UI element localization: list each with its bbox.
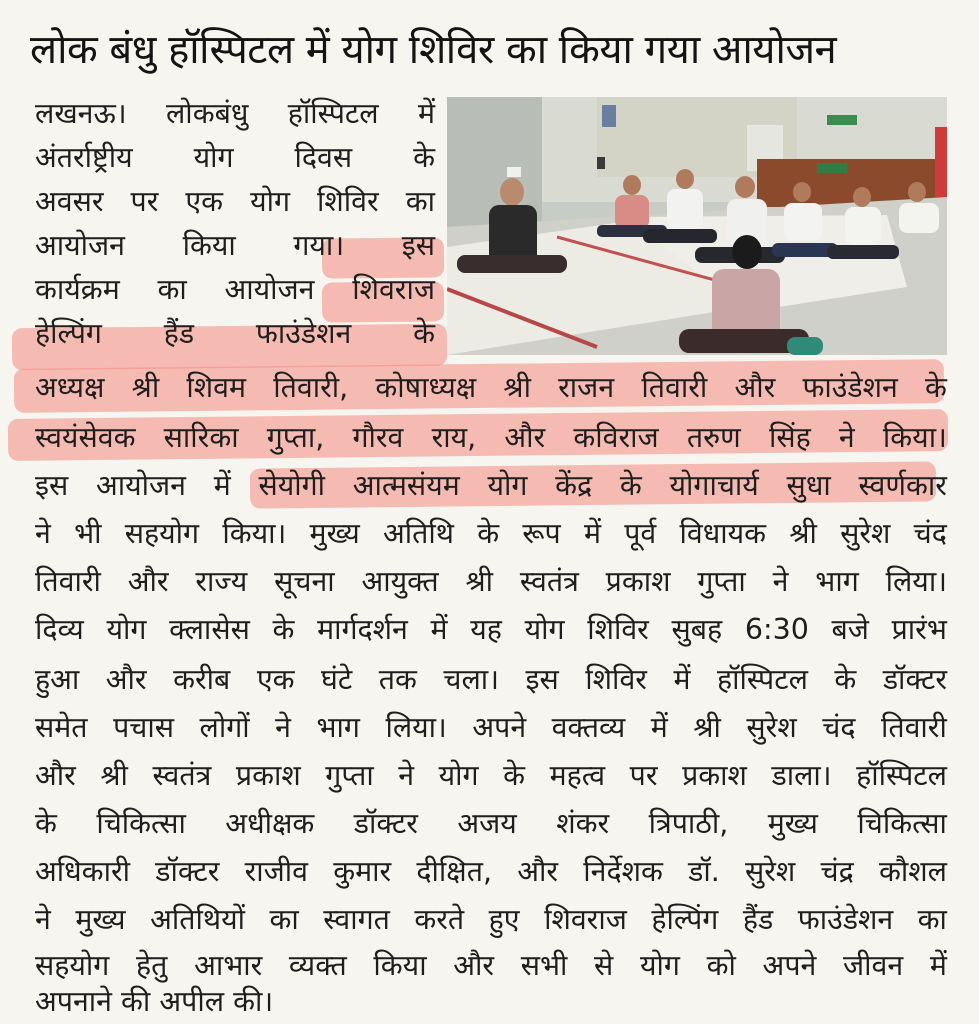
yoga-camp-photo bbox=[447, 97, 947, 355]
article-line-left-1: लखनऊ। लोकबंधु हॉस्पिटल में bbox=[35, 97, 435, 130]
article-line-full-13: सहयोग हेतु आभार व्यक्त किया और सभी से योग को अपने जीवन में bbox=[35, 949, 947, 982]
article-line-left-2: अंतर्राष्ट्रीय योग दिवस के bbox=[35, 141, 435, 174]
article-line-full-4: ने भी सहयोग किया। मुख्य अतिथि के रूप में पूर्व विधायक श्री सुरेश चंद bbox=[35, 517, 947, 550]
article-line-full-11: अधिकारी डॉक्टर राजीव कुमार दीक्षित, और निर्देशक डॉ. सुरेश चंद्र कौशल bbox=[35, 855, 947, 888]
article-line-full-3: इस आयोजन में सेयोगी आत्मसंयम योग केंद्र के योगाचार्य सुधा स्वर्णकार bbox=[35, 469, 947, 502]
article-line-full-8: समेत पचास लोगों ने भाग लिया। अपने वक्तव्य में श्री सुरेश चंद तिवारी bbox=[35, 711, 947, 744]
article-line-full-1: अध्यक्ष श्री शिवम तिवारी, कोषाध्यक्ष श्री राजन तिवारी और फाउंडेशन के bbox=[35, 371, 947, 404]
article-line-full-7: हुआ और करीब एक घंटे तक चला। इस शिविर में हॉस्पिटल के डॉक्टर bbox=[35, 663, 947, 696]
article-line-left-3: अवसर पर एक योग शिविर का bbox=[35, 185, 435, 218]
article-line-full-9: और श्री स्वतंत्र प्रकाश गुप्ता ने योग के महत्व पर प्रकाश डाला। हॉस्पिटल bbox=[35, 759, 947, 792]
article-line-full-12: ने मुख्य अतिथियों का स्वागत करते हुए शिवराज हेल्पिंग हैंड फाउंडेशन का bbox=[35, 903, 947, 936]
article-line-left-4: आयोजन किया गया। इस bbox=[35, 229, 435, 262]
article-line-full-5: तिवारी और राज्य सूचना आयुक्त श्री स्वतंत्र प्रकाश गुप्ता ने भाग लिया। bbox=[35, 565, 947, 598]
article-line-left-6: हेल्पिंग हैंड फाउंडेशन के bbox=[35, 317, 435, 350]
article-headline: लोक बंधु हॉस्पिटल में योग शिविर का किया गया आयोजन bbox=[30, 27, 837, 73]
article-line-full-14: अपनाने की अपील की। bbox=[35, 985, 274, 1018]
article-line-left-5: कार्यक्रम का आयोजन शिवराज bbox=[35, 273, 435, 306]
article-line-full-2: स्वयंसेवक सारिका गुप्ता, गौरव राय, और कविराज तरुण सिंह ने किया। bbox=[35, 421, 947, 454]
article-line-full-6: दिव्य योग क्लासेस के मार्गदर्शन में यह योग शिविर सुबह 6:30 बजे प्रारंभ bbox=[35, 613, 947, 646]
article-line-full-10: के चिकित्सा अधीक्षक डॉक्टर अजय शंकर त्रिपाठी, मुख्य चिकित्सा bbox=[35, 807, 947, 840]
